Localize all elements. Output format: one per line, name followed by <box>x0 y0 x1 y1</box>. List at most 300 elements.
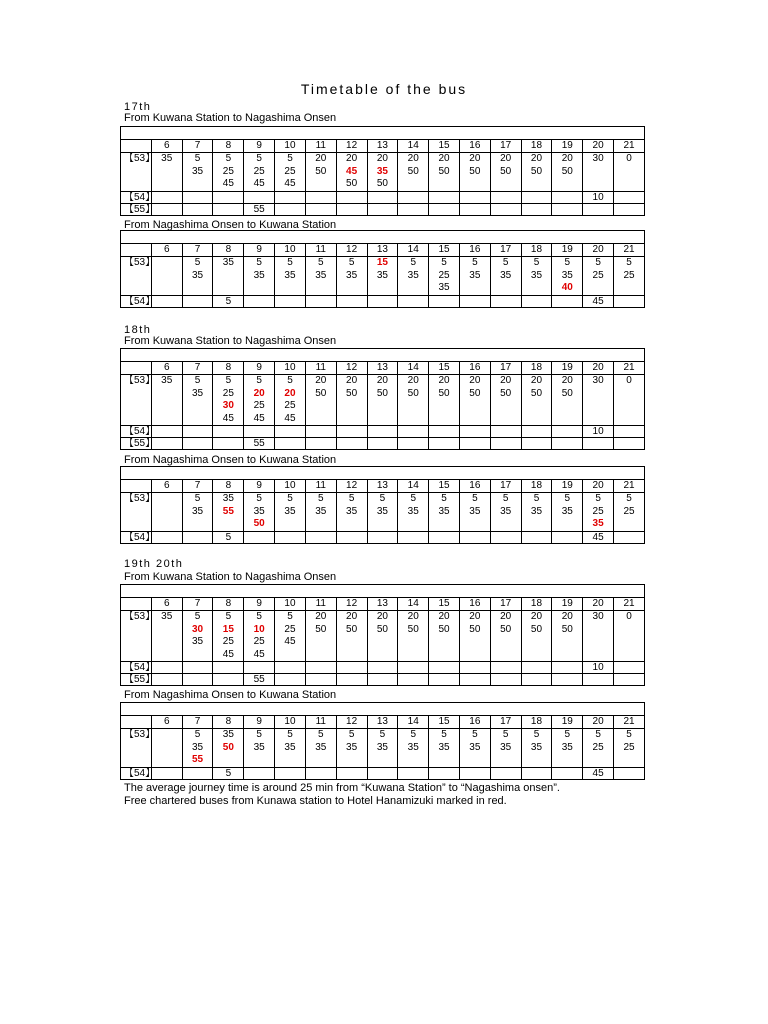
hour-header-cell: 13 <box>367 598 398 611</box>
departure-minute: 35 <box>438 282 450 294</box>
departure-cell <box>398 767 429 779</box>
hour-header-cell: 7 <box>182 362 213 375</box>
departure-cell <box>614 767 645 779</box>
hour-header-cell: 9 <box>244 598 275 611</box>
day-label-17th: 17th <box>124 101 152 113</box>
departure-minute: 35 <box>346 269 358 281</box>
hour-header-cell: 12 <box>336 140 367 153</box>
departure-cell <box>305 611 336 662</box>
hour-header-cell: 8 <box>213 244 244 257</box>
departure-minute: 5 <box>472 257 478 269</box>
departure-cell <box>490 531 521 543</box>
departure-cell <box>336 203 367 215</box>
departure-cell <box>583 191 614 203</box>
departure-minute: 35 <box>561 269 573 281</box>
departure-minute: 5 <box>626 729 632 741</box>
departure-minute: 50 <box>346 623 358 635</box>
hour-header-cell: 21 <box>614 244 645 257</box>
route-number-label: 【54】 <box>121 531 152 543</box>
hour-header-cell: 7 <box>182 480 213 493</box>
departure-cell <box>151 531 182 543</box>
departure-minute: 5 <box>564 729 571 741</box>
departure-minute: 20 <box>438 611 450 623</box>
departure-minute: 50 <box>407 387 419 399</box>
departure-cell <box>614 531 645 543</box>
departure-cell <box>305 767 336 779</box>
departure-cell <box>429 674 460 686</box>
departure-cell <box>429 375 460 426</box>
table-row <box>121 375 645 426</box>
hour-header-cell: 11 <box>305 140 336 153</box>
route-label: From Kuwana Station to Nagashima Onsen <box>124 112 337 124</box>
departure-cell <box>305 531 336 543</box>
departure-minute: 25 <box>253 400 265 412</box>
departure-minute: 35 <box>284 741 296 753</box>
departure-cell <box>213 611 244 662</box>
departure-cell <box>151 257 182 295</box>
departure-cell <box>336 153 367 191</box>
hour-header-cell: 6 <box>151 716 182 729</box>
hour-header-cell: 9 <box>244 140 275 153</box>
departure-cell <box>244 257 275 295</box>
departure-cell <box>305 493 336 531</box>
chartered-departure-minute: 55 <box>222 505 234 517</box>
hour-header-cell: 18 <box>521 716 552 729</box>
departure-cell <box>521 191 552 203</box>
table-blank-row <box>121 467 645 480</box>
chartered-departure-minute: 55 <box>191 754 204 766</box>
departure-minute: 35 <box>438 741 450 753</box>
departure-cell <box>182 153 213 191</box>
departure-minute: 5 <box>472 493 478 505</box>
departure-cell <box>521 375 552 426</box>
departure-minute: 5 <box>287 611 293 623</box>
departure-cell <box>244 531 275 543</box>
departure-cell <box>459 611 490 662</box>
departure-cell <box>182 295 213 307</box>
hour-header-cell: 15 <box>429 480 460 493</box>
departure-cell <box>429 729 460 767</box>
departure-cell <box>521 493 552 531</box>
departure-cell <box>182 531 213 543</box>
departure-cell <box>552 257 583 295</box>
departure-minute: 20 <box>407 611 419 623</box>
departure-cell <box>213 426 244 438</box>
departure-minute: 20 <box>407 153 419 165</box>
departure-cell <box>521 257 552 295</box>
departure-cell <box>305 153 336 191</box>
departure-minute: 5 <box>194 153 201 165</box>
hour-header-cell: 20 <box>583 716 614 729</box>
departure-cell <box>552 203 583 215</box>
departure-cell <box>583 203 614 215</box>
hour-header-cell: 15 <box>429 140 460 153</box>
chartered-departure-minute: 20 <box>284 387 296 399</box>
departure-cell <box>244 153 275 191</box>
departure-minute: 20 <box>561 611 573 623</box>
departure-cell <box>490 153 521 191</box>
hour-header-cell: 19 <box>552 716 583 729</box>
route-number-label: 【53】 <box>121 153 152 191</box>
hour-header-cell: 6 <box>151 244 182 257</box>
departure-cell <box>552 375 583 426</box>
hour-header-cell: 13 <box>367 140 398 153</box>
route-label: From Nagashima Onsen to Kuwana Station <box>124 454 337 466</box>
departure-cell <box>490 729 521 767</box>
hour-header-cell: 14 <box>398 480 429 493</box>
departure-cell <box>398 674 429 686</box>
hour-header-cell: 19 <box>552 244 583 257</box>
departure-minute: 50 <box>315 623 327 635</box>
departure-minute: 20 <box>530 611 543 623</box>
departure-minute: 20 <box>500 153 512 165</box>
hour-header-cell: 7 <box>182 140 213 153</box>
route-number-label: 【53】 <box>121 729 152 767</box>
departure-cell <box>244 203 275 215</box>
departure-cell <box>614 662 645 674</box>
departure-cell <box>398 493 429 531</box>
departure-minute: 5 <box>256 611 262 623</box>
departure-cell <box>429 426 460 438</box>
hour-header-cell: 7 <box>182 716 213 729</box>
departure-minute: 35 <box>530 269 543 281</box>
departure-minute: 5 <box>318 257 324 269</box>
header-corner-cell <box>121 716 152 729</box>
departure-cell <box>552 729 583 767</box>
departure-minute: 20 <box>438 375 450 387</box>
departure-minute: 35 <box>253 505 265 517</box>
day-label-19th-20th: 19th 20th <box>124 558 184 570</box>
departure-cell <box>182 729 213 767</box>
departure-cell <box>429 191 460 203</box>
hour-header-cell: 19 <box>552 362 583 375</box>
departure-minute: 5 <box>379 493 386 505</box>
departure-cell <box>459 375 490 426</box>
hour-header-cell: 13 <box>367 362 398 375</box>
departure-cell <box>398 295 429 307</box>
hour-header-row <box>121 140 645 153</box>
departure-minute: 5 <box>256 493 262 505</box>
departure-cell <box>367 662 398 674</box>
departure-cell <box>367 375 398 426</box>
departure-cell <box>367 295 398 307</box>
departure-minute: 35 <box>161 153 173 165</box>
departure-minute: 25 <box>253 165 265 177</box>
departure-minute: 35 <box>407 269 419 281</box>
departure-minute: 5 <box>318 729 324 741</box>
hour-header-cell: 8 <box>213 480 244 493</box>
departure-minute: 55 <box>253 203 265 215</box>
departure-cell <box>336 531 367 543</box>
departure-cell <box>367 531 398 543</box>
departure-cell <box>305 729 336 767</box>
departure-minute: 20 <box>315 153 327 165</box>
departure-cell <box>583 531 614 543</box>
departure-minute: 50 <box>438 623 450 635</box>
hour-header-cell: 8 <box>213 362 244 375</box>
departure-cell <box>583 493 614 531</box>
departure-minute: 5 <box>256 257 262 269</box>
blank-cell <box>121 467 645 480</box>
departure-minute: 5 <box>410 729 416 741</box>
departure-cell <box>459 493 490 531</box>
departure-cell <box>398 531 429 543</box>
departure-cell <box>398 203 429 215</box>
departure-cell <box>614 493 645 531</box>
departure-cell <box>367 767 398 779</box>
departure-minute: 5 <box>502 729 509 741</box>
departure-minute: 35 <box>191 505 204 517</box>
departure-cell <box>490 493 521 531</box>
departure-minute: 5 <box>564 493 571 505</box>
departure-cell <box>275 295 306 307</box>
departure-cell <box>336 375 367 426</box>
hour-header-cell: 16 <box>459 244 490 257</box>
header-corner-cell <box>121 244 152 257</box>
departure-minute: 0 <box>626 153 632 165</box>
departure-cell <box>305 662 336 674</box>
departure-cell <box>429 203 460 215</box>
departure-cell <box>614 674 645 686</box>
departure-cell <box>521 611 552 662</box>
table-row <box>121 153 645 191</box>
departure-minute: 5 <box>194 729 201 741</box>
departure-minute: 50 <box>376 623 388 635</box>
hour-header-cell: 12 <box>336 598 367 611</box>
departure-cell <box>182 203 213 215</box>
departure-minute: 25 <box>623 269 635 281</box>
departure-minute: 35 <box>376 505 388 517</box>
departure-minute: 5 <box>194 493 201 505</box>
departure-cell <box>398 426 429 438</box>
departure-minute: 35 <box>561 741 573 753</box>
departure-minute: 50 <box>561 165 573 177</box>
table-row <box>121 295 645 307</box>
departure-minute: 35 <box>222 257 234 269</box>
departure-minute: 50 <box>315 387 327 399</box>
hour-header-cell: 14 <box>398 716 429 729</box>
departure-cell <box>490 662 521 674</box>
hour-header-cell: 7 <box>182 244 213 257</box>
departure-cell <box>490 611 521 662</box>
timetable-table <box>120 466 645 544</box>
hour-header-cell: 11 <box>305 716 336 729</box>
departure-minute: 35 <box>191 741 204 753</box>
departure-minute: 45 <box>253 412 265 424</box>
departure-cell <box>490 375 521 426</box>
departure-cell <box>336 493 367 531</box>
departure-cell <box>583 438 614 450</box>
departure-minute: 35 <box>438 505 450 517</box>
departure-cell <box>151 611 182 662</box>
chartered-departure-minute: 15 <box>376 257 388 269</box>
hour-header-cell: 15 <box>429 362 460 375</box>
departure-minute: 20 <box>469 611 481 623</box>
departure-cell <box>429 611 460 662</box>
departure-cell <box>336 191 367 203</box>
departure-minute: 5 <box>287 257 293 269</box>
departure-cell <box>305 203 336 215</box>
departure-cell <box>367 257 398 295</box>
departure-cell <box>275 375 306 426</box>
hour-header-cell: 10 <box>275 244 306 257</box>
hour-header-cell: 6 <box>151 480 182 493</box>
route-label: From Nagashima Onsen to Kuwana Station <box>124 689 337 701</box>
departure-cell <box>336 295 367 307</box>
departure-cell <box>336 729 367 767</box>
departure-cell <box>213 295 244 307</box>
departure-cell <box>398 153 429 191</box>
departure-cell <box>398 438 429 450</box>
departure-minute: 45 <box>284 412 296 424</box>
departure-minute: 5 <box>225 767 232 779</box>
table-row <box>121 203 645 215</box>
hour-header-cell: 12 <box>336 480 367 493</box>
departure-minute: 5 <box>225 153 232 165</box>
departure-cell <box>614 191 645 203</box>
hour-header-cell: 12 <box>336 244 367 257</box>
departure-minute: 20 <box>315 611 327 623</box>
blank-cell <box>121 231 645 244</box>
departure-cell <box>336 662 367 674</box>
departure-cell <box>552 295 583 307</box>
departure-minute: 50 <box>469 387 481 399</box>
hour-header-cell: 10 <box>275 598 306 611</box>
departure-cell <box>490 295 521 307</box>
hour-header-cell: 17 <box>490 716 521 729</box>
departure-cell <box>614 729 645 767</box>
hour-header-cell: 17 <box>490 362 521 375</box>
table-row <box>121 611 645 662</box>
departure-minute: 25 <box>284 400 296 412</box>
hour-header-cell: 9 <box>244 362 275 375</box>
hour-header-cell: 18 <box>521 362 552 375</box>
hour-header-cell: 18 <box>521 598 552 611</box>
table-row <box>121 531 645 543</box>
departure-cell <box>398 729 429 767</box>
departure-cell <box>275 531 306 543</box>
departure-minute: 5 <box>533 493 540 505</box>
departure-cell <box>275 674 306 686</box>
departure-minute: 30 <box>592 611 604 623</box>
departure-cell <box>429 438 460 450</box>
departure-cell <box>614 295 645 307</box>
departure-cell <box>552 493 583 531</box>
hour-header-cell: 16 <box>459 716 490 729</box>
table-row <box>121 729 645 767</box>
chartered-departure-minute: 15 <box>222 623 234 635</box>
departure-minute: 5 <box>502 257 509 269</box>
departure-cell <box>213 767 244 779</box>
departure-minute: 35 <box>500 269 512 281</box>
hour-header-cell: 20 <box>583 244 614 257</box>
hour-header-cell: 13 <box>367 480 398 493</box>
departure-cell <box>151 203 182 215</box>
departure-cell <box>459 257 490 295</box>
departure-cell <box>367 611 398 662</box>
departure-minute: 45 <box>592 295 604 307</box>
timetable-table <box>120 348 645 450</box>
departure-cell <box>398 611 429 662</box>
departure-cell <box>213 153 244 191</box>
departure-minute: 35 <box>315 741 327 753</box>
departure-minute: 5 <box>441 257 447 269</box>
departure-cell <box>275 438 306 450</box>
departure-minute: 35 <box>315 505 327 517</box>
departure-minute: 50 <box>315 165 327 177</box>
departure-minute: 35 <box>469 741 481 753</box>
departure-cell <box>275 426 306 438</box>
departure-cell <box>521 531 552 543</box>
departure-cell <box>244 191 275 203</box>
hour-header-cell: 19 <box>552 480 583 493</box>
departure-minute: 5 <box>256 375 262 387</box>
departure-cell <box>182 674 213 686</box>
hour-header-cell: 12 <box>336 362 367 375</box>
departure-minute: 0 <box>626 611 632 623</box>
departure-cell <box>213 531 244 543</box>
departure-cell <box>151 767 182 779</box>
departure-cell <box>151 674 182 686</box>
departure-cell <box>367 438 398 450</box>
departure-cell <box>244 375 275 426</box>
departure-cell <box>614 375 645 426</box>
departure-cell <box>305 191 336 203</box>
departure-minute: 35 <box>469 269 481 281</box>
departure-minute: 5 <box>225 295 232 307</box>
blank-cell <box>121 127 645 140</box>
departure-cell <box>459 662 490 674</box>
hour-header-row <box>121 244 645 257</box>
departure-cell <box>367 191 398 203</box>
hour-header-cell: 18 <box>521 244 552 257</box>
departure-cell <box>398 191 429 203</box>
departure-minute: 25 <box>222 636 234 648</box>
chartered-departure-minute: 45 <box>346 165 358 177</box>
departure-minute: 20 <box>561 153 573 165</box>
departure-minute: 35 <box>530 505 543 517</box>
chartered-departure-minute: 50 <box>253 518 265 530</box>
chartered-departure-minute: 30 <box>222 400 234 412</box>
departure-minute: 50 <box>376 178 388 190</box>
departure-minute: 35 <box>284 269 296 281</box>
departure-cell <box>459 153 490 191</box>
departure-minute: 50 <box>500 165 512 177</box>
departure-cell <box>429 153 460 191</box>
route-number-label: 【55】 <box>121 674 152 686</box>
table-row <box>121 662 645 674</box>
table-row <box>121 191 645 203</box>
departure-minute: 20 <box>315 375 327 387</box>
departure-minute: 50 <box>530 387 543 399</box>
departure-cell <box>182 257 213 295</box>
hour-header-cell: 20 <box>583 362 614 375</box>
table-row <box>121 257 645 295</box>
departure-cell <box>583 662 614 674</box>
departure-cell <box>336 426 367 438</box>
departure-minute: 5 <box>256 153 262 165</box>
departure-cell <box>182 191 213 203</box>
departure-minute: 0 <box>626 375 632 387</box>
departure-minute: 50 <box>376 387 388 399</box>
departure-minute: 5 <box>626 257 632 269</box>
departure-cell <box>213 203 244 215</box>
chartered-departure-minute: 20 <box>253 387 265 399</box>
hour-header-cell: 12 <box>336 716 367 729</box>
departure-minute: 5 <box>348 257 355 269</box>
hour-header-cell: 17 <box>490 140 521 153</box>
departure-minute: 50 <box>500 623 512 635</box>
